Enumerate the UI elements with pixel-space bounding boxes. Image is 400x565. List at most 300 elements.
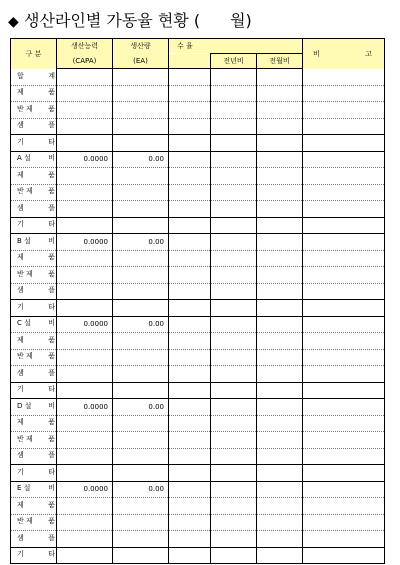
row-label-right: 타 [48,467,55,476]
yield-cell [169,465,211,482]
production-cell [113,415,169,432]
header-capacity-unit: (CAPA) [57,54,113,69]
capacity-cell [57,250,113,267]
remarks-cell [303,69,385,86]
row-label [11,531,57,548]
prev-month-cell [257,349,303,366]
prev-month-cell [257,531,303,548]
remarks-cell [303,85,385,102]
production-cell [113,531,169,548]
row-label [11,399,57,416]
production-cell [113,547,169,564]
prev-year-cell [211,69,257,86]
row-label-left: 반 제 [17,517,33,526]
capacity-cell [57,201,113,218]
prev-month-cell [257,102,303,119]
row-label-left: 제 [17,418,24,427]
remarks-cell [303,349,385,366]
remarks-cell [303,168,385,185]
table-row [11,448,385,465]
row-label-left: 반 제 [17,104,33,113]
prev-year-cell [211,151,257,168]
capacity-cell [57,135,113,152]
prev-year-cell [211,481,257,498]
row-label-right: 비 [48,236,55,245]
prev-month-cell [257,448,303,465]
yield-cell [169,399,211,416]
production-cell [113,184,169,201]
row-label [11,498,57,515]
yield-cell [169,168,211,185]
production-cell [113,300,169,317]
prev-month-cell [257,283,303,300]
row-label [11,135,57,152]
capacity-cell [57,118,113,135]
yield-cell [169,547,211,564]
remarks-cell [303,300,385,317]
utilization-table [10,38,385,564]
prev-month-cell [257,514,303,531]
table-row [11,168,385,185]
row-label-right: 타 [48,550,55,559]
remarks-cell [303,184,385,201]
yield-cell [169,300,211,317]
prev-year-cell [211,415,257,432]
row-label-left: 제 [17,500,24,509]
production-cell: 0.00 [113,234,169,251]
row-label-left: 반 제 [17,352,33,361]
yield-cell [169,448,211,465]
production-cell [113,201,169,218]
row-label-right: 품 [48,253,55,262]
remarks-cell [303,217,385,234]
yield-cell [169,382,211,399]
row-label-right: 비 [48,154,55,163]
row-label [11,217,57,234]
prev-year-cell [211,300,257,317]
row-label-right: 비 [48,484,55,493]
row-label [11,316,57,333]
production-cell [113,432,169,449]
remarks-cell [303,547,385,564]
row-label [11,300,57,317]
prev-month-cell [257,118,303,135]
capacity-cell: 0.0000 [57,151,113,168]
row-label-right: 비 [48,319,55,328]
row-label [11,69,57,86]
row-label [11,514,57,531]
capacity-cell: 0.0000 [57,234,113,251]
prev-year-cell [211,217,257,234]
capacity-cell [57,69,113,86]
prev-year-cell [211,118,257,135]
row-label-left: 샘 [17,286,24,295]
capacity-cell [57,531,113,548]
row-label-left: 기 [17,467,24,476]
capacity-cell [57,333,113,350]
row-label-right: 품 [48,418,55,427]
yield-cell [169,118,211,135]
table-row [11,531,385,548]
remarks-cell [303,399,385,416]
yield-cell [169,349,211,366]
table-row [11,481,385,498]
row-label-right: 품 [48,335,55,344]
row-label-right: 플 [48,286,55,295]
row-label-right: 플 [48,451,55,460]
row-label-left: 기 [17,137,24,146]
table-row [11,201,385,218]
row-label-right: 품 [48,517,55,526]
table-row [11,118,385,135]
remarks-cell [303,448,385,465]
capacity-cell [57,85,113,102]
prev-month-cell [257,366,303,383]
capacity-cell [57,168,113,185]
row-label-right: 플 [48,368,55,377]
prev-year-cell [211,316,257,333]
prev-month-cell [257,85,303,102]
row-label-right: 품 [48,434,55,443]
prev-year-cell [211,201,257,218]
prev-year-cell [211,514,257,531]
table-row [11,333,385,350]
remarks-cell [303,118,385,135]
table-row [11,267,385,284]
row-label [11,85,57,102]
prev-year-cell [211,382,257,399]
header-gubun: 구 분 [11,39,57,69]
production-cell [113,382,169,399]
page-title [8,10,252,32]
header-capacity: 생산능력 [57,39,113,54]
capacity-cell [57,184,113,201]
capacity-cell [57,283,113,300]
production-cell: 0.00 [113,151,169,168]
table-row [11,151,385,168]
row-label-right: 품 [48,352,55,361]
prev-month-cell [257,184,303,201]
row-label-left: D 설 [17,401,32,410]
prev-month-cell [257,399,303,416]
table-row [11,316,385,333]
production-cell [113,118,169,135]
yield-cell [169,85,211,102]
row-label-left: 제 [17,88,24,97]
table-row [11,547,385,564]
row-label [11,267,57,284]
production-cell: 0.00 [113,316,169,333]
remarks-cell [303,432,385,449]
row-label-right: 플 [48,203,55,212]
remarks-cell [303,382,385,399]
row-label-left: 샘 [17,203,24,212]
capacity-cell: 0.0000 [57,399,113,416]
row-label-left: 샘 [17,533,24,542]
row-label [11,234,57,251]
table-row [11,283,385,300]
header-yield: 수 율 [169,39,303,54]
capacity-cell: 0.0000 [57,481,113,498]
row-label-left: 샘 [17,121,24,130]
remarks-cell [303,250,385,267]
production-cell [113,217,169,234]
prev-year-cell [211,349,257,366]
yield-cell [169,151,211,168]
row-label-right: 품 [48,170,55,179]
prev-year-cell [211,465,257,482]
table-row [11,349,385,366]
capacity-cell [57,267,113,284]
table-row [11,514,385,531]
row-label-right: 품 [48,88,55,97]
prev-year-cell [211,366,257,383]
yield-cell [169,481,211,498]
production-cell [113,283,169,300]
yield-cell [169,184,211,201]
yield-cell [169,234,211,251]
yield-cell [169,498,211,515]
yield-cell [169,102,211,119]
capacity-cell [57,415,113,432]
row-label [11,382,57,399]
row-label-right: 플 [48,533,55,542]
prev-year-cell [211,531,257,548]
remarks-cell [303,201,385,218]
row-label-right: 타 [48,302,55,311]
row-label [11,333,57,350]
production-cell [113,250,169,267]
production-cell [113,135,169,152]
remarks-cell [303,514,385,531]
prev-year-cell [211,498,257,515]
prev-month-cell [257,300,303,317]
row-label-left: 기 [17,385,24,394]
production-cell [113,69,169,86]
row-label [11,283,57,300]
row-label-left: 제 [17,253,24,262]
prev-year-cell [211,448,257,465]
table-row [11,135,385,152]
row-label-right: 플 [48,121,55,130]
yield-cell [169,366,211,383]
diamond-bullet-icon: ◆ [8,14,19,30]
row-label [11,366,57,383]
prev-year-cell [211,234,257,251]
yield-cell [169,283,211,300]
row-label [11,448,57,465]
row-label-left: 제 [17,335,24,344]
table-row [11,465,385,482]
header-prev-year: 전년비 [211,54,257,69]
production-cell [113,498,169,515]
production-cell [113,168,169,185]
production-cell [113,448,169,465]
row-label-left: 반 제 [17,434,33,443]
prev-month-cell [257,250,303,267]
row-label [11,151,57,168]
header-production: 생산량 [113,39,169,54]
production-cell [113,465,169,482]
table-row [11,184,385,201]
capacity-cell [57,382,113,399]
row-label-left: A 설 [17,154,31,163]
prev-month-cell [257,168,303,185]
prev-year-cell [211,102,257,119]
yield-cell [169,217,211,234]
production-cell [113,333,169,350]
table-row [11,399,385,416]
capacity-cell [57,217,113,234]
production-cell: 0.00 [113,399,169,416]
prev-month-cell [257,547,303,564]
yield-cell [169,135,211,152]
capacity-cell [57,514,113,531]
remarks-cell [303,366,385,383]
row-label-right: 품 [48,104,55,113]
production-cell [113,349,169,366]
remarks-cell [303,135,385,152]
prev-year-cell [211,250,257,267]
prev-month-cell [257,267,303,284]
table-row [11,382,385,399]
prev-year-cell [211,85,257,102]
header-remarks [303,39,385,69]
remarks-cell [303,316,385,333]
prev-month-cell [257,432,303,449]
table-row [11,85,385,102]
row-label-left: E 설 [17,484,31,493]
yield-cell [169,333,211,350]
prev-year-cell [211,267,257,284]
remarks-cell [303,531,385,548]
row-label-left: B 설 [17,236,31,245]
capacity-cell [57,349,113,366]
table-row [11,69,385,86]
header-yield-blank [169,54,211,69]
prev-month-cell [257,382,303,399]
table-row [11,102,385,119]
yield-cell [169,415,211,432]
row-label-left: 샘 [17,451,24,460]
capacity-cell [57,498,113,515]
prev-year-cell [211,283,257,300]
row-label-left: 기 [17,550,24,559]
row-label [11,415,57,432]
prev-year-cell [211,135,257,152]
capacity-cell [57,547,113,564]
remarks-cell [303,481,385,498]
production-cell [113,85,169,102]
prev-year-cell [211,333,257,350]
row-label-right: 계 [48,71,55,80]
row-label-left: 제 [17,170,24,179]
row-label [11,481,57,498]
table-row [11,217,385,234]
yield-cell [169,201,211,218]
prev-month-cell [257,135,303,152]
yield-cell [169,514,211,531]
row-label-left: C 설 [17,319,31,328]
yield-cell [169,267,211,284]
table-row [11,366,385,383]
prev-year-cell [211,168,257,185]
table-row [11,300,385,317]
production-cell [113,267,169,284]
capacity-cell [57,300,113,317]
capacity-cell [57,432,113,449]
production-cell [113,514,169,531]
capacity-cell [57,465,113,482]
prev-month-cell [257,415,303,432]
row-label-right: 타 [48,220,55,229]
header-remarks-left: 비 [313,49,320,58]
row-label [11,102,57,119]
row-label-left: 합 [17,71,24,80]
production-cell: 0.00 [113,481,169,498]
prev-month-cell [257,498,303,515]
remarks-cell [303,415,385,432]
row-label-right: 품 [48,187,55,196]
row-label-right: 비 [48,401,55,410]
row-label [11,349,57,366]
capacity-cell [57,102,113,119]
row-label-left: 기 [17,220,24,229]
row-label-right: 타 [48,137,55,146]
yield-cell [169,531,211,548]
row-label-left: 샘 [17,368,24,377]
yield-cell [169,432,211,449]
prev-year-cell [211,432,257,449]
remarks-cell [303,333,385,350]
prev-month-cell [257,69,303,86]
row-label [11,432,57,449]
row-label [11,465,57,482]
capacity-cell [57,448,113,465]
row-label [11,250,57,267]
table-row [11,498,385,515]
remarks-cell [303,465,385,482]
row-label [11,118,57,135]
prev-year-cell [211,399,257,416]
prev-month-cell [257,151,303,168]
prev-month-cell [257,234,303,251]
table-row [11,415,385,432]
prev-month-cell [257,316,303,333]
remarks-cell [303,151,385,168]
prev-year-cell [211,547,257,564]
remarks-cell [303,267,385,284]
header-remarks-right: 고 [365,49,372,58]
row-label-right: 품 [48,500,55,509]
table-header-row [11,39,385,54]
row-label [11,201,57,218]
header-prev-month: 전월비 [257,54,303,69]
table-row [11,234,385,251]
prev-month-cell [257,201,303,218]
header-production-unit: (EA) [113,54,169,69]
row-label [11,184,57,201]
yield-cell [169,69,211,86]
page-title-text: 생산라인별 가동율 현황 ( [24,11,201,30]
prev-month-cell [257,481,303,498]
prev-month-cell [257,333,303,350]
prev-month-cell [257,217,303,234]
yield-cell [169,250,211,267]
production-cell [113,366,169,383]
yield-cell [169,316,211,333]
row-label-right: 품 [48,269,55,278]
